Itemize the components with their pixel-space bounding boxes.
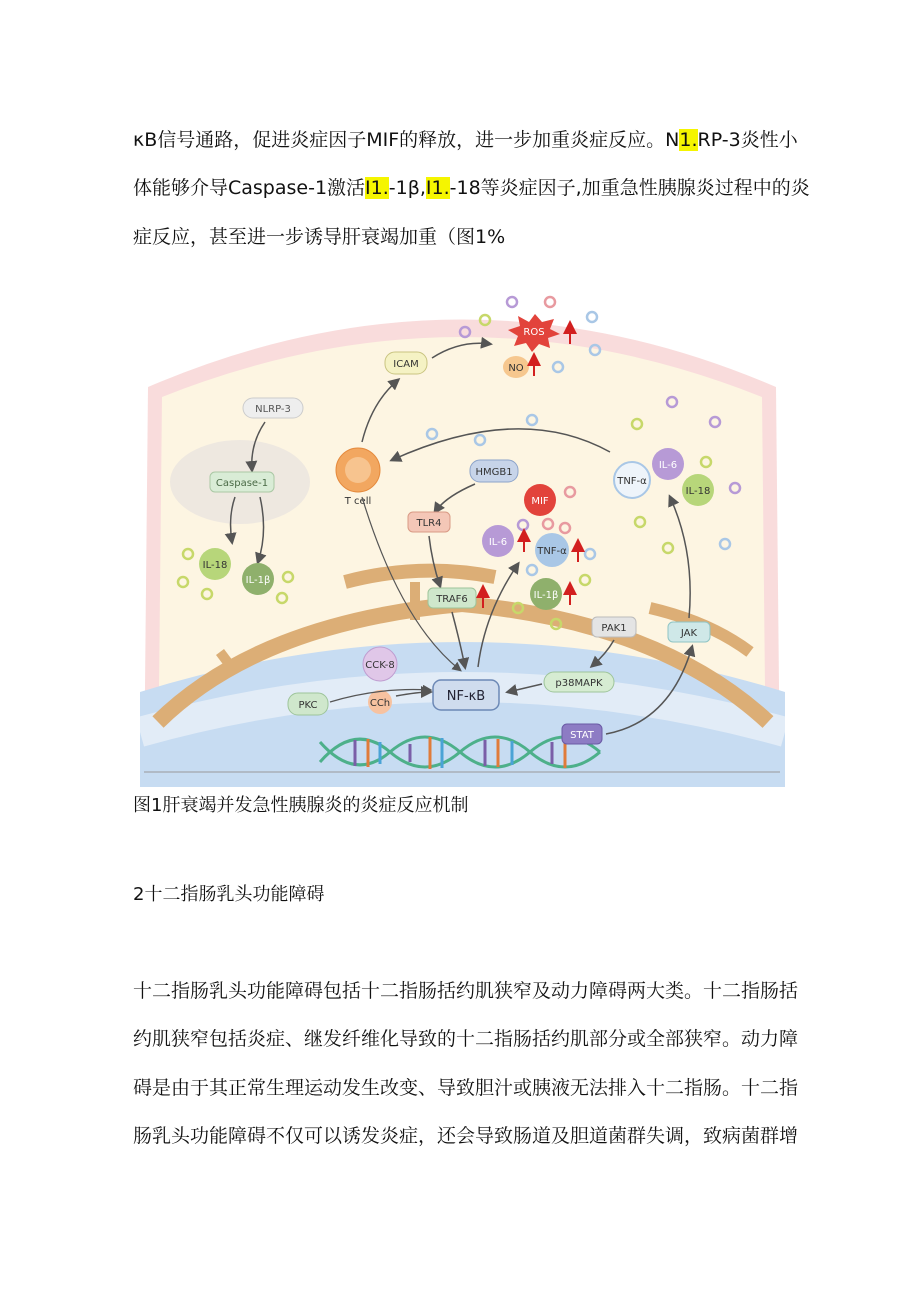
caspase1-label: Caspase-1: [215, 478, 269, 489]
nfkb-label: NF-κB: [446, 689, 486, 704]
intro-text: -18等炎症因子,加重急性胰腺炎过程中的炎: [449, 177, 810, 199]
il6-center-label: IL-6: [488, 537, 508, 548]
traf6-label: TRAF6: [436, 594, 468, 605]
body-line-2: 约肌狭窄包括炎症、继发纤维化导致的十二指肠括约肌部分或全部狭窄。动力障: [133, 1028, 799, 1050]
highlighted-text: I1.: [365, 177, 389, 199]
mechanism-figure: [140, 292, 785, 787]
il1b-left-label: IL-1β: [245, 575, 271, 586]
intro-text: -1β,: [388, 177, 426, 199]
intro-line-1: [133, 128, 798, 152]
t-cell-label: T cell: [344, 496, 372, 507]
hmgb1-label: HMGB1: [475, 467, 513, 478]
tnfa-center-label: TNF-α: [537, 546, 567, 557]
intro-line-3: 症反应，甚至进一步诱导肝衰竭加重（图1%: [133, 226, 506, 248]
t-cell-nucleus: [345, 457, 371, 483]
mechanism-diagram: [140, 292, 785, 787]
icam-label: ICAM: [393, 359, 419, 370]
membrane-stalk: [410, 582, 420, 620]
intro-line-2: [133, 176, 810, 200]
tnfa-right-label: TNF-α: [617, 476, 647, 487]
body-line-3: 碍是由于其正常生理运动发生改变、导致胆汁或胰液无法排入十二指肠。十二指: [133, 1077, 799, 1099]
cch-label: CCh: [369, 698, 391, 709]
intro-text: 体能够介导Caspase-1激活: [133, 177, 366, 199]
no-label: NO: [508, 363, 524, 374]
pak1-label: PAK1: [601, 623, 627, 634]
intro-text: κB信号通路，促进炎症因子MIF的释放，进一步加重炎症反应。N: [133, 129, 680, 151]
il1b-center-label: IL-1β: [533, 590, 559, 601]
p38mapk-label: p38MAPK: [555, 678, 603, 689]
jak-label: JAK: [680, 628, 698, 639]
mif-label: MIF: [531, 496, 549, 507]
il6-right-label: IL-6: [658, 460, 678, 471]
body-line-1: 十二指肠乳头功能障碍包括十二指肠括约肌狭窄及动力障碍两大类。十二指肠括: [133, 980, 799, 1002]
figure-caption: 图1肝衰竭并发急性胰腺炎的炎症反应机制: [133, 795, 469, 816]
body-line-4: 肠乳头功能障碍不仅可以诱发炎症，还会导致肠道及胆道菌群失调，致病菌群增: [133, 1125, 799, 1147]
highlighted-text: 1.: [679, 129, 698, 151]
section-heading: 2十二指肠乳头功能障碍: [133, 884, 325, 905]
stat-label: STAT: [570, 730, 594, 741]
pkc-label: PKC: [298, 700, 318, 711]
ros-label: ROS: [523, 327, 545, 338]
il18-left-label: IL-18: [202, 560, 228, 571]
intro-text: RP-3炎性小: [697, 129, 798, 151]
il18-right-label: IL-18: [685, 486, 711, 497]
nlrp3-label: NLRP-3: [255, 404, 291, 415]
tlr4-label: TLR4: [416, 518, 442, 529]
highlighted-text: I1.: [425, 177, 450, 199]
cck8-label: CCK-8: [365, 660, 395, 671]
